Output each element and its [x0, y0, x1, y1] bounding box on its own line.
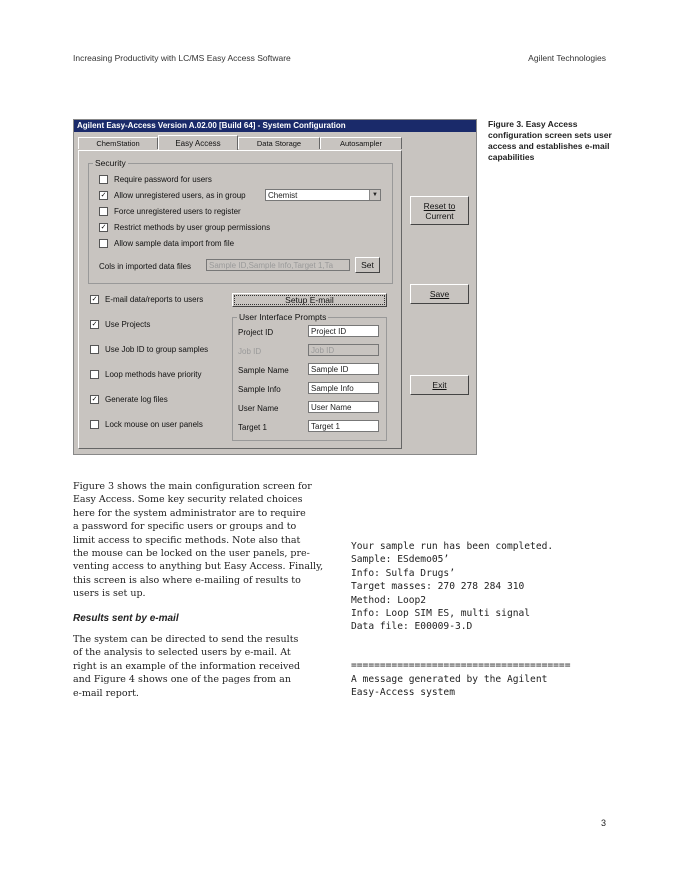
cols-label: Cols in imported data files: [99, 262, 192, 271]
tab-strip: [78, 136, 402, 150]
allow-import-checkbox[interactable]: Allow sample data import from file: [99, 239, 234, 248]
security-group: [88, 158, 393, 284]
prompt-field-target-1[interactable]: Target 1: [308, 420, 379, 432]
prompts-group: [232, 312, 387, 441]
prompt-field-project-id[interactable]: Project ID: [308, 325, 379, 337]
checkbox-box: [90, 370, 99, 379]
tab-autosampler[interactable]: Autosampler: [320, 137, 402, 149]
email-footer: A message generated by the Agilent Easy-Access system: [351, 674, 548, 699]
generate-logs-checkbox[interactable]: ✓ Generate log files: [91, 395, 168, 404]
body-paragraph-1: Figure 3 shows the main configuration screen for Easy Access. Some key security related choices here for the system administrator are to require a password for specific users or groups and to limit access to specific methods. Note also that the mouse can be locked on the user panels, pre- venting access to anything but Easy Access. Finally, this screen is also where e-mailing of results to users is set up.: [73, 481, 324, 600]
section-subheading: Results sent by e-mail: [73, 613, 179, 624]
prompt-field-sample-info[interactable]: Sample Info: [308, 382, 379, 394]
setup-email-button[interactable]: Setup E-mail: [232, 293, 387, 307]
email-message-body: Your sample run has been completed. Sample: ESdemo05’ Info: Sulfa Drugs’ Target masses: 270 278 284 310 Method: Loop2 Info: Loop SIM ES, multi signal Data file: E00009-3.D: [351, 541, 554, 633]
lock-mouse-checkbox[interactable]: Lock mouse on user panels: [90, 420, 203, 429]
prompts-legend: User Interface Prompts: [239, 312, 327, 322]
prompt-field-sample-name[interactable]: Sample ID: [308, 363, 379, 375]
figure-caption: Figure 3. Easy Access configuration screen sets user access and establishes e-mail capabilities: [488, 119, 612, 162]
running-header-title: Increasing Productivity with LC/MS Easy Access Software: [73, 53, 291, 63]
system-configuration-dialog: [73, 119, 477, 455]
allow-unregistered-checkbox[interactable]: ✓ Allow unregistered users, as in group: [100, 191, 246, 200]
prompt-label-job-id: Job ID: [238, 347, 262, 356]
force-register-checkbox[interactable]: Force unregistered users to register: [99, 207, 241, 216]
tab-data-storage[interactable]: Data Storage: [238, 137, 320, 149]
prompt-field-user-name[interactable]: User Name: [308, 401, 379, 413]
checkbox-box: [99, 239, 108, 248]
restrict-methods-checkbox[interactable]: ✓ Restrict methods by user group permissions: [100, 223, 271, 232]
cols-field[interactable]: Sample ID,Sample Info,Target 1,Ta: [206, 259, 350, 271]
prompt-field-job-id[interactable]: Job ID: [308, 344, 379, 356]
checkbox-box: ✓: [100, 192, 107, 199]
prompt-label-project-id: Project ID: [238, 328, 274, 337]
checkbox-box: ✓: [91, 396, 98, 403]
use-job-id-checkbox[interactable]: Use Job ID to group samples: [90, 345, 208, 354]
tab-easy-access[interactable]: Easy Access: [158, 135, 238, 150]
dialog-title-bar: Agilent Easy-Access Version A.02.00 [Build 64] - System Configuration: [74, 120, 476, 132]
easy-access-panel: [78, 150, 402, 449]
checkbox-box: ✓: [91, 296, 98, 303]
group-select[interactable]: Chemist ▼: [265, 189, 381, 201]
checkbox-box: [90, 345, 99, 354]
require-password-checkbox[interactable]: Require password for users: [99, 175, 212, 184]
prompt-label-user-name: User Name: [238, 404, 279, 413]
page-number: 3: [600, 818, 606, 828]
checkbox-box: ✓: [91, 321, 98, 328]
use-projects-checkbox[interactable]: ✓ Use Projects: [91, 320, 151, 329]
running-header-company: Agilent Technologies: [528, 53, 606, 63]
prompt-label-sample-name: Sample Name: [238, 366, 289, 375]
email-separator: ======================================: [351, 660, 571, 671]
checkbox-box: [99, 175, 108, 184]
tab-chemstation[interactable]: ChemStation: [78, 137, 158, 149]
set-button[interactable]: Set: [355, 257, 380, 273]
chevron-down-icon[interactable]: ▼: [369, 190, 380, 200]
email-reports-checkbox[interactable]: ✓ E-mail data/reports to users: [91, 295, 204, 304]
checkbox-box: [99, 207, 108, 216]
body-paragraph-2: The system can be directed to send the results of the analysis to selected users by e-mail. At right is an example of the information received and Figure 4 shows one of the pages from an e-mail report.: [73, 634, 301, 699]
save-button[interactable]: Save: [410, 284, 469, 304]
loop-priority-checkbox[interactable]: Loop methods have priority: [90, 370, 202, 379]
checkbox-box: ✓: [100, 224, 107, 231]
prompt-label-target-1: Target 1: [238, 423, 267, 432]
checkbox-box: [90, 420, 99, 429]
prompt-label-sample-info: Sample Info: [238, 385, 281, 394]
reset-to-current-button[interactable]: Reset to Current: [410, 196, 469, 225]
security-legend: Security: [95, 158, 126, 168]
exit-button[interactable]: Exit: [410, 375, 469, 395]
